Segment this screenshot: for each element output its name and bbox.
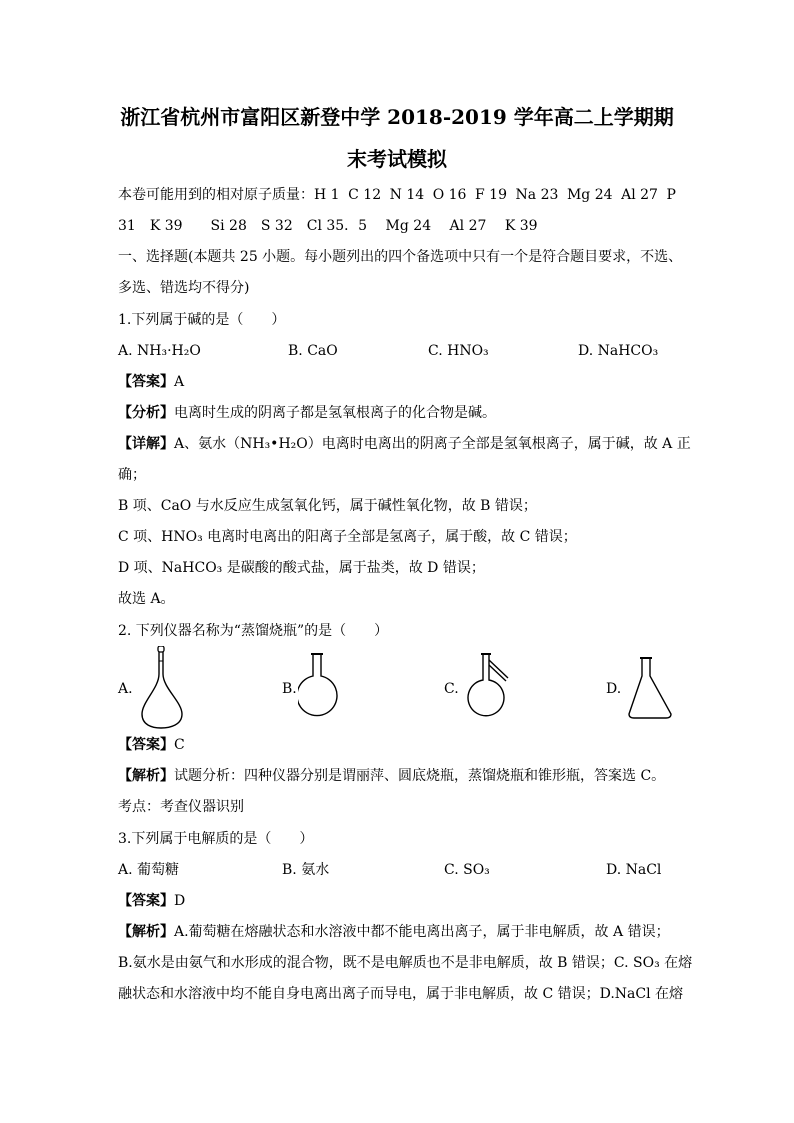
option-c: C. HNO₃ — [428, 343, 489, 359]
question-3-answer — [118, 894, 676, 908]
volumetric-flask-figure — [138, 646, 190, 730]
explanation-text: A.葡萄糖在熔融状态和水溶液中都不能电离出离子，属于非电解质，故 A 错误； — [174, 924, 670, 940]
answer-value: D — [174, 893, 186, 909]
option-d: D. NaHCO₃ — [578, 343, 659, 359]
atomic-mass-item: C 12 — [348, 187, 382, 203]
option-c: C. SO₃ — [444, 862, 490, 878]
atomic-mass-item: Na 23 — [515, 187, 559, 203]
option-d: D. NaCl — [606, 862, 662, 878]
atomic-mass-item: Mg 24 — [566, 187, 613, 203]
detail-text: A、氨水（NH₃•H₂O）电离时电离出的阴离子全部是氢氧根离子，属于碱，故 A 正 — [174, 436, 691, 452]
answer-label: 【答案】 — [118, 737, 174, 753]
question-1-detail-c: C 项、HNO₃ 电离时电离出的阳离子全部是氢离子，属于酸，故 C 错误； — [118, 529, 577, 545]
question-3-explanation-line-1 — [118, 925, 676, 939]
option-b-label: B. — [282, 681, 297, 697]
question-3-explanation-line-3: 融状态和水溶液中均不能自身电离出离子而导电，属于非电解质，故 C 错误；D.NaCl 在熔 — [118, 986, 684, 1002]
option-c-label: C. — [444, 681, 459, 697]
option-d-label: D. — [606, 681, 622, 697]
atomic-mass-item: Al 27 — [621, 187, 658, 203]
detail-label: 【详解】 — [118, 436, 174, 452]
explanation-text: 试题分析：四种仪器分别是谓丽萍、圆底烧瓶，蒸馏烧瓶和锥形瓶，答案选 C。 — [174, 768, 666, 784]
question-1-detail-b: B 项、CaO 与水反应生成氢氧化钙，属于碱性氧化物，故 B 错误； — [118, 498, 537, 514]
question-1-detail-line-1 — [118, 436, 691, 452]
atomic-mass-item: N 14 — [389, 187, 425, 203]
explanation-label: 【解析】 — [118, 768, 174, 784]
option-b: B. 氨水 — [282, 862, 330, 878]
question-3-explanation-line-2: B.氨水是由氨气和水形成的混合物，既不是电解质也不是非电解质，故 B 错误；C. SO₃ 在熔 — [118, 955, 693, 971]
atomic-masses-line-1 — [118, 188, 676, 202]
analysis-label: 【分析】 — [118, 405, 174, 421]
analysis-text: 电离时生成的阴离子都是氢氧根离子的化合物是碱。 — [174, 405, 496, 421]
question-1-detail-line-2: 确； — [118, 467, 146, 483]
atomic-mass-item: P — [666, 187, 676, 203]
answer-label: 【答案】 — [118, 893, 174, 909]
atomic-mass-item: O 16 — [432, 187, 467, 203]
option-b: B. CaO — [288, 343, 338, 359]
answer-value: C — [174, 737, 185, 753]
question-1-analysis — [118, 406, 676, 420]
document-title-line-2: 末考试模拟 — [347, 147, 447, 171]
conical-flask-figure — [626, 656, 674, 720]
question-1-conclusion: 故选 A。 — [118, 591, 175, 607]
section-heading-line-2: 多选、错选均不得分) — [118, 280, 250, 296]
question-2-explanation — [118, 769, 676, 783]
atomic-mass-item: F 19 — [475, 187, 507, 203]
answer-label: 【答案】 — [118, 374, 174, 390]
question-1-answer — [118, 375, 676, 389]
document-title-line-1: 浙江省杭州市富阳区新登中学 2018-2019 学年高二上学期期 — [120, 105, 674, 129]
question-1-stem: 1.下列属于碱的是（ ） — [118, 312, 286, 328]
round-bottom-flask-figure — [298, 652, 346, 722]
option-a: A. NH₃·H₂O — [118, 343, 201, 359]
distillation-flask-figure — [462, 652, 516, 724]
atomic-masses-line-2: 31 K 39 Si 28 S 32 Cl 35．5 Mg 24 Al 27 K 39 — [118, 218, 538, 234]
explanation-label: 【解析】 — [118, 924, 174, 940]
option-a-label: A. — [118, 681, 133, 697]
question-2-stem: 2. 下列仪器名称为“蒸馏烧瓶”的是（ ） — [118, 623, 389, 639]
option-a: A. 葡萄糖 — [118, 862, 180, 878]
question-3-stem: 3.下列属于电解质的是（ ） — [118, 831, 314, 847]
atomic-mass-item: 本卷可能用到的相对原子质量：H 1 — [118, 187, 340, 203]
section-heading-line-1: 一、选择题(本题共 25 小题。每小题列出的四个备选项中只有一个是符合题目要求，不选、 — [118, 249, 683, 265]
question-1-detail-d: D 项、NaHCO₃ 是碳酸的酸式盐，属于盐类，故 D 错误； — [118, 560, 485, 576]
question-2-point: 考点：考查仪器识别 — [118, 799, 244, 815]
answer-value: A — [174, 374, 185, 390]
question-2-answer — [118, 738, 676, 752]
